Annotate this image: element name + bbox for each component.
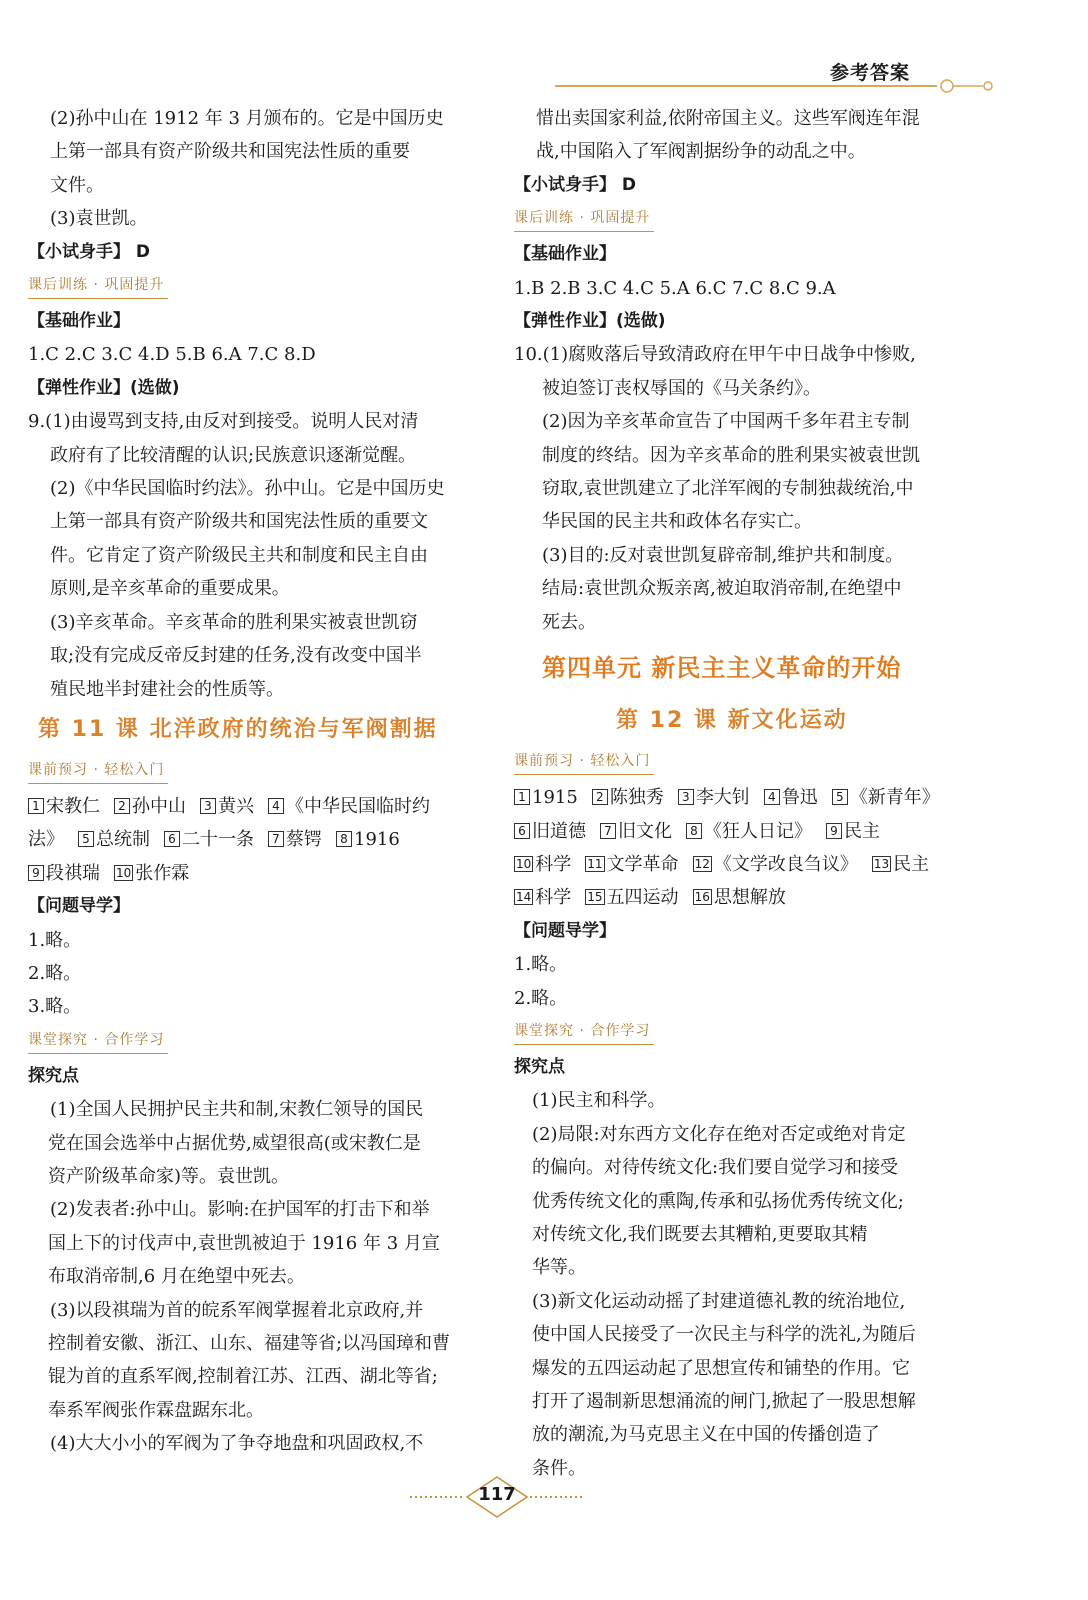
answer-number-box: 4: [764, 789, 780, 805]
fill-in-answer: [514, 781, 578, 814]
answer-line: 1.C 2.C 3.C 4.D 5.B 6.A 7.C 8.D: [28, 344, 316, 366]
answer-text: 蔡锷: [286, 829, 322, 851]
answer-line: (3)以段祺瑞为首的皖系军阀掌握着北京政府,并: [50, 1299, 424, 1321]
answer-line: 优秀传统文化的熏陶,传承和弘扬优秀传统文化;: [532, 1190, 904, 1212]
fill-in-answer: [600, 815, 672, 848]
answer-line: 上第一部具有资产阶级共和国宪法性质的重要: [50, 141, 410, 163]
section-heading: 【小试身手】 D: [514, 174, 637, 195]
section-heading: 【问题导学】: [28, 896, 130, 917]
unit-title: 第四单元 新民主主义革命的开始: [542, 654, 902, 683]
fill-in-row: [514, 815, 974, 848]
section-heading: 【基础作业】: [514, 244, 616, 265]
answer-line: 控制着安徽、浙江、山东、福建等省;以冯国璋和曹: [48, 1333, 451, 1354]
answer-text: 文学革命: [606, 853, 679, 875]
answer-line: 窃取,袁世凯建立了北洋军阀的专制独裁统治,中: [542, 478, 914, 500]
answer-number-box: 9: [826, 823, 842, 839]
answer-line: 资产阶级革命家)等。袁世凯。: [48, 1165, 290, 1187]
answer-line: 9.(1)由谩骂到支持,由反对到接受。说明人民对清: [28, 411, 419, 433]
right-column: [514, 102, 974, 1485]
answer-line: 奉系军阀张作霖盘踞东北。: [48, 1399, 264, 1421]
answer-line: 3.略。: [28, 996, 82, 1018]
answer-line: 殖民地半封建社会的性质等。: [50, 678, 284, 700]
answer-text: 1915: [532, 787, 578, 809]
fill-in-answer: [764, 781, 818, 814]
answer-line: 条件。: [532, 1457, 586, 1479]
answer-line: (2)发表者:孙中山。影响:在护国军的打击下和举: [50, 1199, 430, 1221]
answer-text: 段祺瑞: [46, 862, 100, 884]
answer-text: 科学: [535, 853, 572, 875]
answer-number-box: 1: [514, 789, 530, 805]
answer-line: 惜出卖国家利益,依附帝国主义。这些军阀连年混: [536, 108, 920, 129]
section-heading: 【弹性作业】(选做): [28, 377, 180, 398]
fill-in-answer: [514, 815, 586, 848]
answer-line: (2)《中华民国临时约法》。孙中山。它是中国历史: [50, 478, 445, 500]
fill-in-answer: [686, 815, 812, 848]
answer-line: 文件。: [50, 174, 104, 196]
answer-text: 孙中山: [132, 795, 186, 817]
answer-text: 陈独秀: [609, 787, 664, 809]
answer-line: 党在国会选举中占据优势,威望很高(或宋教仁是: [48, 1132, 421, 1154]
answer-line: (2)局限:对东西方文化存在绝对否定或绝对肯定: [532, 1123, 906, 1145]
section-band-label: 课后训练 · 巩固提升: [28, 274, 168, 299]
answer-number-box: 5: [832, 789, 848, 805]
fill-in-row: [28, 790, 486, 823]
answer-line: 的偏向。对待传统文化:我们要自觉学习和接受: [532, 1157, 899, 1179]
fill-in-answer: [693, 881, 786, 914]
answer-number-box: 5: [78, 831, 94, 847]
answer-number-box: 7: [268, 831, 284, 847]
section-band-label: 课堂探究 · 合作学习: [28, 1029, 168, 1054]
answer-line: 2.略。: [28, 962, 82, 984]
section-band-label: 课堂探究 · 合作学习: [514, 1020, 654, 1045]
answer-line: (3)辛亥革命。辛亥革命的胜利果实被袁世凯窃: [50, 611, 418, 633]
answer-number-box: 11: [587, 856, 603, 871]
answer-text: 民主: [893, 853, 930, 875]
answer-line: (3)袁世凯。: [50, 208, 148, 230]
fill-in-answer: [114, 790, 186, 823]
section-heading: 【基础作业】: [28, 311, 130, 332]
fill-in-answer: [693, 848, 858, 881]
answer-text: 科学: [535, 887, 572, 909]
answer-line: 锟为首的直系军阀,控制着江苏、江西、湖北等省;: [48, 1366, 438, 1388]
answer-line: 布取消帝制,6 月在绝望中死去。: [48, 1266, 305, 1288]
fill-in-answer: [514, 881, 571, 914]
answer-line: (2)孙中山在 1912 年 3 月颁布的。它是中国历史: [50, 108, 444, 129]
answer-text: 二十一条: [182, 829, 254, 851]
fill-in-answer: [78, 823, 150, 856]
answer-text: 《中华民国临时约: [286, 795, 430, 817]
fill-in-answer: [28, 823, 64, 856]
header-rule: [555, 76, 995, 96]
fill-in-answer: [514, 848, 571, 881]
answer-number-box: 4: [268, 798, 284, 814]
answer-line: 国上下的讨伐声中,袁世凯被迫于 1916 年 3 月宣: [48, 1232, 440, 1254]
fill-in-row: [514, 781, 974, 814]
answer-number-box: 15: [587, 890, 603, 905]
answer-line: 政府有了比较清醒的认识;民族意识逐渐觉醒。: [50, 444, 417, 466]
answer-text: 《新青年》: [849, 787, 940, 809]
section-heading: 探究点: [514, 1056, 565, 1077]
answer-text: 张作霖: [135, 862, 190, 884]
section-band: [514, 1015, 974, 1051]
answer-number-box: 9: [28, 865, 44, 881]
section-band-label: 课后训练 · 巩固提升: [514, 207, 654, 232]
answer-line: 制度的终结。因为辛亥革命的胜利果实被袁世凯: [542, 444, 920, 466]
answer-text: 黄兴: [218, 795, 254, 817]
fill-in-answer: [585, 881, 678, 914]
fill-in-row: [514, 881, 974, 914]
answer-text: 五四运动: [606, 887, 679, 909]
fill-in-row: [28, 857, 486, 890]
answer-text: 李大钊: [695, 787, 750, 809]
answer-line: 被迫签订丧权辱国的《马关条约》。: [542, 377, 821, 399]
fill-in-answer: [268, 823, 322, 856]
fill-in-answer: [28, 857, 100, 890]
answer-text: 旧文化: [618, 820, 672, 842]
fill-in-row: [28, 823, 486, 856]
answer-number-box: 7: [600, 823, 616, 839]
answer-line: 原则,是辛亥革命的重要成果。: [50, 578, 290, 600]
answer-number-box: 6: [164, 831, 180, 847]
answer-line: 件。它肯定了资产阶级民主共和制度和民主自由: [50, 544, 428, 566]
answer-text: 民主: [844, 820, 880, 842]
answer-line: 对传统文化,我们既要去其糟粕,更要取其精: [532, 1223, 868, 1245]
answer-line: 2.略。: [514, 987, 568, 1009]
fill-in-answer: [268, 790, 430, 823]
section-band: [514, 202, 974, 238]
fill-in-answer: [592, 781, 664, 814]
answer-number-box: 10: [516, 856, 532, 871]
answer-line: 1.略。: [514, 954, 568, 976]
fill-in-answer: [832, 781, 940, 814]
answer-number-box: 3: [200, 798, 216, 814]
answer-line: 爆发的五四运动起了思想宣传和铺垫的作用。它: [532, 1357, 910, 1379]
answer-text: 1916: [354, 829, 400, 851]
answer-line: 死去。: [542, 611, 596, 633]
fill-in-answer: [200, 790, 254, 823]
fill-in-answer: [678, 781, 750, 814]
answer-line: 上第一部具有资产阶级共和国宪法性质的重要文: [50, 511, 428, 533]
answer-line: 战,中国陷入了军阀割据纷争的动乱之中。: [536, 141, 866, 163]
answer-line: 取;没有完成反帝反封建的任务,没有改变中国半: [50, 645, 422, 667]
answer-number-box: 2: [114, 798, 130, 814]
answer-text: 宋教仁: [46, 795, 100, 817]
answer-line: 使中国人民接受了一次民主与科学的洗礼,为随后: [532, 1324, 916, 1346]
answer-text: 思想解放: [713, 887, 786, 909]
answer-line: (3)新文化运动动摇了封建道德礼教的统治地位,: [532, 1290, 906, 1312]
page-number: 117: [478, 1484, 516, 1505]
section-band: [28, 1024, 486, 1060]
page-header-title: 参考答案: [830, 62, 911, 84]
section-band: [28, 269, 486, 305]
answer-line: (4)大大小小的军阀为了争夺地盘和巩固政权,不: [50, 1433, 424, 1455]
answer-line: (1)全国人民拥护民主共和制,宋教仁领导的国民: [50, 1099, 424, 1121]
answer-line: (1)民主和科学。: [532, 1090, 666, 1112]
fill-in-answer: [872, 848, 929, 881]
lesson-title: 第 12 课 新文化运动: [616, 708, 848, 734]
section-band-label: 课前预习 · 轻松入门: [28, 759, 168, 784]
left-column: [28, 102, 486, 1461]
answer-number-box: 16: [694, 890, 710, 905]
answer-number-box: 2: [592, 789, 608, 805]
section-band: [514, 745, 974, 781]
section-band-label: 课前预习 · 轻松入门: [514, 750, 654, 775]
section-heading: 探究点: [28, 1065, 79, 1086]
answer-line: 1.略。: [28, 929, 82, 951]
answer-number-box: 13: [873, 856, 890, 871]
fill-in-answer: [114, 857, 189, 890]
fill-in-row: [514, 848, 974, 881]
fill-in-answer: [164, 823, 254, 856]
answer-number-box: 8: [336, 831, 352, 847]
answer-number-box: 1: [28, 798, 44, 814]
answer-line: (2)因为辛亥革命宣告了中国两千多年君主专制: [542, 411, 910, 433]
answer-text: 《狂人日记》: [704, 820, 812, 842]
answer-line: 华民国的民主共和政体名存实亡。: [542, 511, 812, 533]
answer-number-box: 6: [514, 823, 530, 839]
answer-number-box: 8: [686, 823, 702, 839]
section-heading: 【弹性作业】(选做): [514, 311, 666, 332]
answer-text: 总统制: [96, 829, 150, 851]
answer-text: 《文学改良刍议》: [713, 853, 858, 875]
answer-line: (3)目的:反对袁世凯复辟帝制,维护共和制度。: [542, 544, 904, 566]
section-heading: 【问题导学】: [514, 920, 616, 941]
answer-number-box: 12: [694, 856, 710, 871]
answer-number-box: 14: [516, 890, 532, 905]
section-band: [28, 754, 486, 790]
fill-in-answer: [826, 815, 880, 848]
answer-line: 结局:袁世凯众叛亲离,被迫取消帝制,在绝望中: [542, 578, 902, 600]
answer-text: 旧道德: [532, 820, 586, 842]
fill-in-answer: [585, 848, 678, 881]
answer-line: 打开了遏制新思想涌流的闸门,掀起了一股思想解: [532, 1391, 916, 1412]
answer-text: 鲁迅: [781, 787, 818, 809]
answer-text: 法》: [28, 829, 64, 851]
section-heading: 【小试身手】 D: [28, 241, 151, 262]
lesson-title: 第 11 课 北洋政府的统治与军阀割据: [38, 716, 438, 742]
fill-in-answer: [336, 823, 400, 856]
answer-line: 放的潮流,为马克思主义在中国的传播创造了: [532, 1424, 880, 1446]
answer-line: 华等。: [532, 1257, 586, 1279]
answer-line: 10.(1)腐败落后导致清政府在甲午中日战争中惨败,: [514, 344, 916, 366]
answer-number-box: 3: [678, 789, 694, 805]
answer-line: 1.B 2.B 3.C 4.C 5.A 6.C 7.C 8.C 9.A: [514, 277, 836, 299]
answer-number-box: 10: [116, 865, 132, 880]
fill-in-answer: [28, 790, 100, 823]
